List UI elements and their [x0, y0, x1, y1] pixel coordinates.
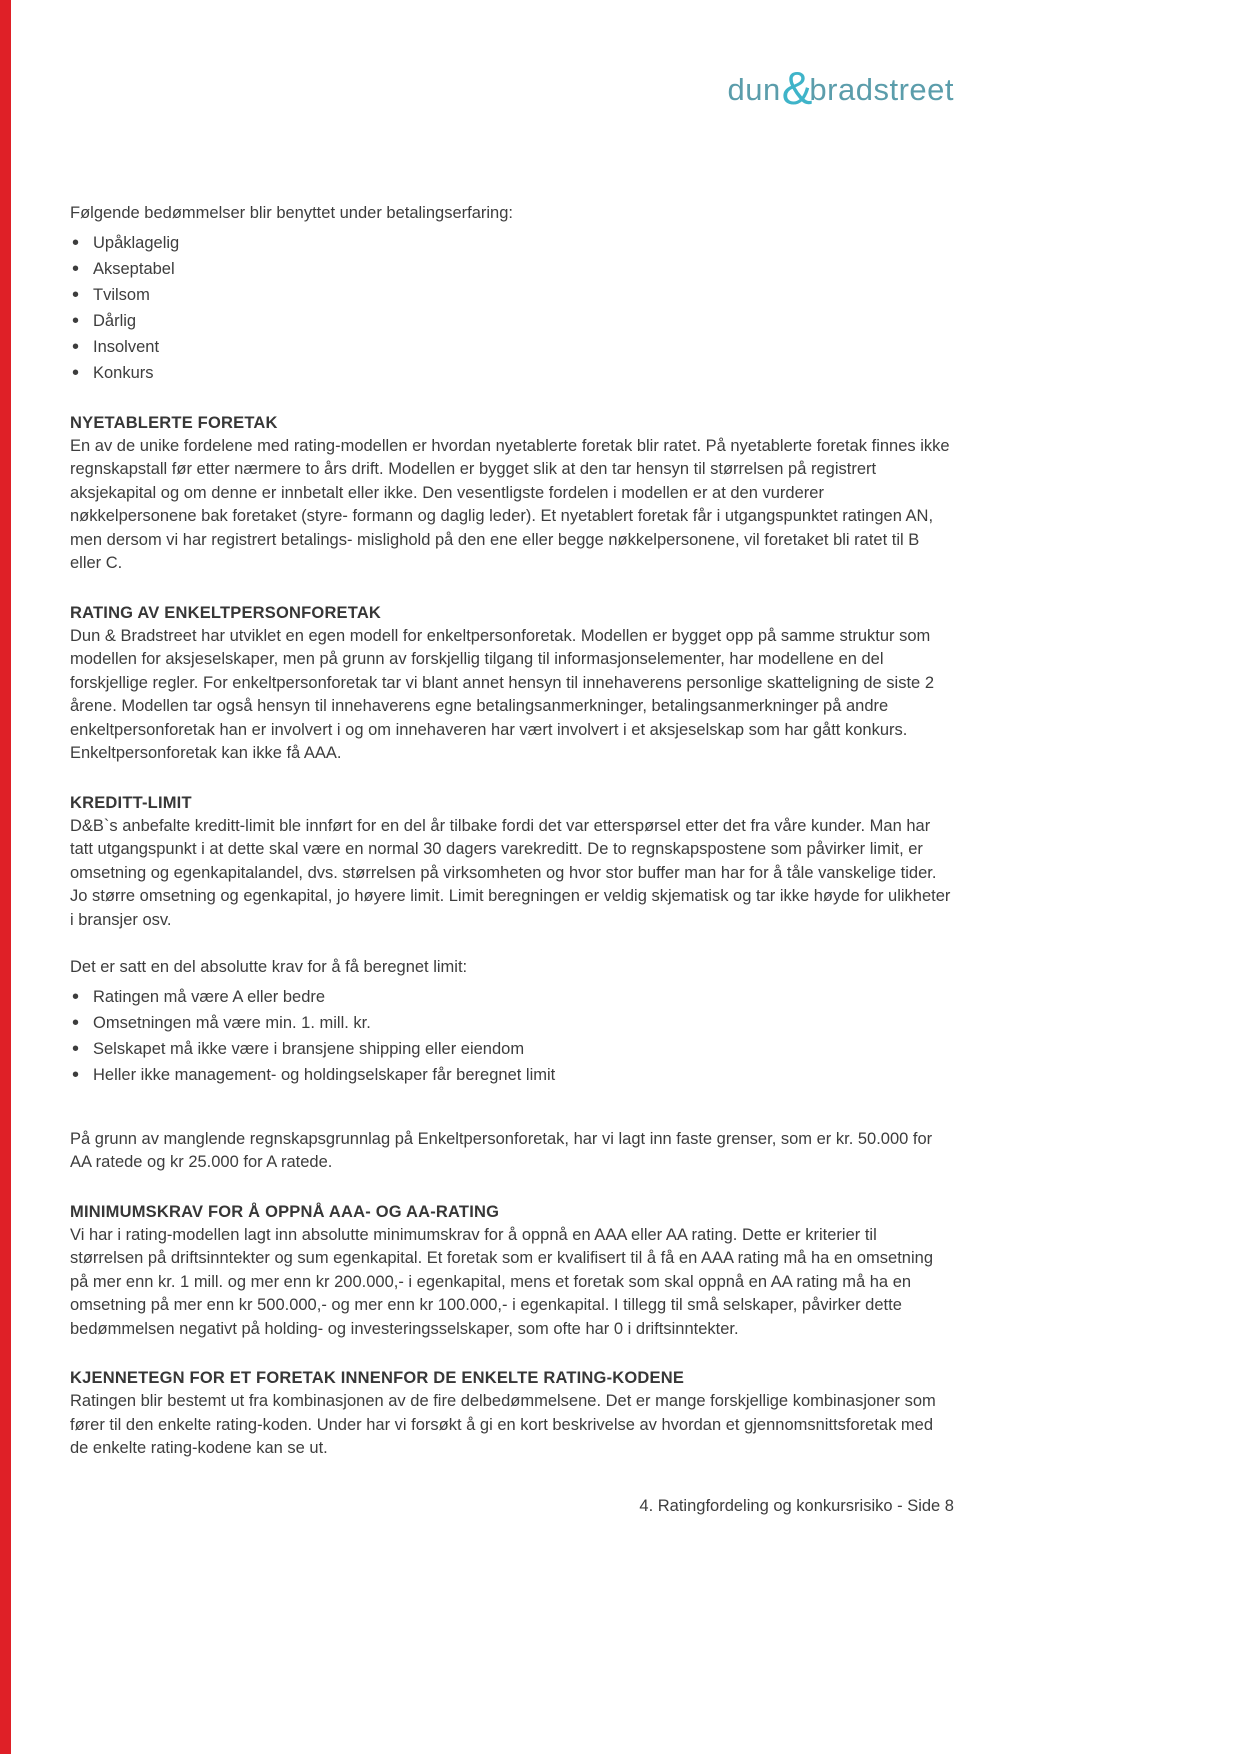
section-paragraph: D&B`s anbefalte kreditt-limit ble innført for en del år tilbake fordi det var etterspørsel etter det fra våre kunder. Man har tatt utgangspunkt i at dette skal være en normal 30 dagers varekreditt. De to regnskapspostene som påvirker limit, er omsetning og egenkapitalandel, dvs. størrelsen på virksomheten og hvor stor buffer man har for å tåle vanskelige tider. Jo større omsetning og egenkapital, jo høyere limit. Limit beregningen er veldig skjematisk og tar ikke høyde for ulikheter i bransjer osv.	[70, 816, 951, 929]
section-minimumskrav	[70, 1203, 954, 1342]
content-column	[70, 0, 954, 1461]
section-paragraph: Ratingen blir bestemt ut fra kombinasjonen av de fire delbedømmelsene. Det er mange forskjellige kombinasjoner som fører til den enkelte rating-koden. Under har vi forsøkt å gi en kort beskrivelse av hvordan et gjennomsnittsforetak med de enkelte rating-kodene kan se ut.	[70, 1392, 936, 1457]
section-paragraph: Vi har i rating-modellen lagt inn absolutte minimumskrav for å oppnå en AAA eller AA rating. Dette er kriterier til størrelsen på driftsinntekter og sum egenkapital. Et foretak som er kvalifisert til å få en AAA rating må ha en omsetning på mer enn kr. 1 mill. og mer enn kr 200.000,- i egenkapital, mens et foretak som skal oppnå en AA rating må ha en omsetning på mer enn kr 500.000,- og mer enn kr 100.000,- i egenkapital. I tillegg til små selskaper, påvirker dette bedømmelsen negativt på holding- og investeringsselskaper, som ofte har 0 i driftsinntekter.	[70, 1225, 934, 1338]
limit-closing-paragraph: På grunn av manglende regnskapsgrunnlag på Enkeltpersonforetak, har vi lagt inn faste grenser, som er kr. 50.000 for AA ratede og kr 25.000 for A ratede.	[70, 1129, 933, 1171]
list-item: • Akseptabel	[70, 256, 954, 282]
logo-ampersand-icon: &	[781, 62, 813, 114]
list-item: • Heller ikke management- og holdingselskaper får beregnet limit	[70, 1062, 954, 1088]
section-paragraph: Dun & Bradstreet har utviklet en egen modell for enkeltpersonforetak. Modellen er bygget opp på samme struktur som modellen for aksjeselskaper, men på grunn av forskjellig tilgang til informasjonselementer, har modellene en del forskjellige regler. For enkeltpersonforetak tar vi blant annet hensyn til innehaverens personlige skatteligning de siste 2 årene. Modellen tar også hensyn til innehaverens egne betalingsanmerkninger, betalingsanmerkninger på andre enkeltpersonforetak han er involvert i og om innehaveren har vært involvert i et aksjeselskap som har gått konkurs. Enkeltpersonforetak kan ikke få AAA.	[70, 626, 934, 762]
list-item: • Konkurs	[70, 360, 954, 386]
section-nyetablerte-foretak	[70, 414, 954, 576]
section-heading: KREDITT-LIMIT	[70, 793, 192, 812]
list-item: • Selskapet må ikke være i bransjene shipping eller eiendom	[70, 1036, 954, 1062]
section-heading: KJENNETEGN FOR ET FORETAK INNENFOR DE ENKELTE RATING-KODENE	[70, 1369, 685, 1387]
limit-requirements-lead: Det er satt en del absolutte krav for å få beregnet limit:	[70, 958, 468, 976]
logo-word-bradstreet: bradstreet	[809, 72, 954, 107]
limit-requirements-list	[70, 984, 954, 1088]
left-accent-strip	[0, 0, 11, 1754]
section-kjennetegn	[70, 1369, 954, 1461]
list-item: • Tvilsom	[70, 282, 954, 308]
section-paragraph: En av de unike fordelene med rating-modellen er hvordan nyetablerte foretak blir ratet. På nyetablerte foretak finnes ikke regnskapstall før etter nærmere to års drift. Modellen er bygget slik at den tar hensyn til størrelsen på registrert aksjekapital og om denne er innbetalt eller ikke. Den vesentligste fordelen i modellen er at den vurderer nøkkelpersonene bak foretaket (styre- formann og daglig leder). Et nyetablert foretak får i utgangspunktet ratingen AN, men dersom vi har registrert betalings- mislighold på den ene eller begge nøkkelpersonene, vil foretaket bli ratet til B eller C.	[70, 436, 950, 572]
section-rating-enkeltpersonforetak	[70, 604, 954, 766]
section-heading: NYETABLERTE FORETAK	[70, 413, 278, 432]
logo-word-dun: dun	[727, 72, 781, 107]
section-heading: MINIMUMSKRAV FOR Å OPPNÅ AAA- OG AA-RATING	[70, 1202, 500, 1221]
page-footer: 4. Ratingfordeling og konkursrisiko - Side 8	[639, 1497, 954, 1515]
list-item: • Ratingen må være A eller bedre	[70, 984, 954, 1010]
list-item: • Dårlig	[70, 308, 954, 334]
intro-lead: Følgende bedømmelser blir benyttet under betalingserfaring:	[70, 204, 513, 222]
payment-experience-list	[70, 230, 954, 386]
list-item: • Omsetningen må være min. 1. mill. kr.	[70, 1010, 954, 1036]
section-kreditt-limit	[70, 794, 954, 1175]
section-heading: RATING AV ENKELTPERSONFORETAK	[70, 603, 382, 622]
list-item: • Upåklagelig	[70, 230, 954, 256]
dun-bradstreet-logo	[70, 64, 954, 112]
list-item: • Insolvent	[70, 334, 954, 360]
